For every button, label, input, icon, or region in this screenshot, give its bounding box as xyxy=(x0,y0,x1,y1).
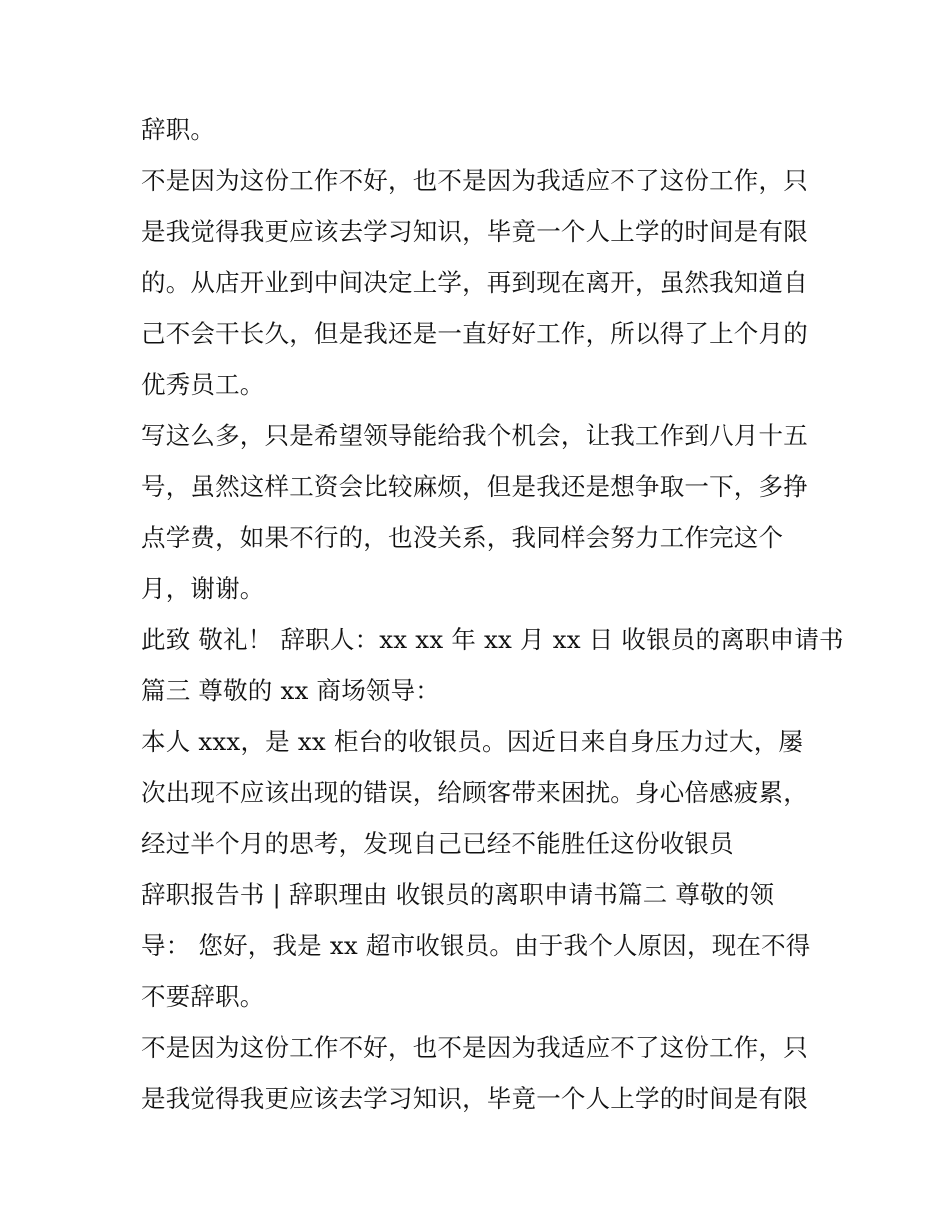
text-line: 己不会干长久，但是我还是一直好好工作，所以得了上个月的 xyxy=(141,319,808,348)
text-line: 优秀员工。 xyxy=(141,370,265,399)
text-line: 导： 您好，我是 xx 超市收银员。由于我个人原因，现在不得 xyxy=(141,931,811,960)
text-line: 写这么多，只是希望领导能给我个机会，让我工作到八月十五 xyxy=(141,421,808,450)
document-body xyxy=(141,108,844,1128)
text-line: 篇三 尊敬的 xx 商场领导： xyxy=(141,676,440,705)
text-line: 号，虽然这样工资会比较麻烦，但是我还是想争取一下，多挣 xyxy=(141,472,808,501)
text-line: 本人 xxx，是 xx 柜台的收银员。因近日来自身压力过大，屡 xyxy=(141,727,804,756)
text-line: 此致 敬礼！ 辞职人：xx xx 年 xx 月 xx 日 收银员的离职申请书 xyxy=(141,625,844,654)
text-line: 点学费，如果不行的，也没关系，我同样会努力工作完这个 xyxy=(141,523,784,552)
text-line: 次出现不应该出现的错误，给顾客带来困扰。身心倍感疲累， xyxy=(141,778,808,807)
text-line: 辞职报告书 | 辞职理由 收银员的离职申请书篇二 尊敬的领 xyxy=(141,880,775,909)
text-line: 不是因为这份工作不好，也不是因为我适应不了这份工作，只 xyxy=(141,1033,808,1062)
text-line: 辞职。 xyxy=(141,115,216,144)
text-line: 是我觉得我更应该去学习知识，毕竟一个人上学的时间是有限 xyxy=(141,217,808,246)
text-line: 月，谢谢。 xyxy=(141,574,265,603)
text-line: 经过半个月的思考，发现自己已经不能胜任这份收银员 xyxy=(141,829,734,858)
text-line: 是我觉得我更应该去学习知识，毕竟一个人上学的时间是有限 xyxy=(141,1084,808,1113)
text-line: 不是因为这份工作不好，也不是因为我适应不了这份工作，只 xyxy=(141,166,808,195)
text-line: 的。从店开业到中间决定上学，再到现在离开，虽然我知道自 xyxy=(141,268,808,297)
text-line: 不要辞职。 xyxy=(141,982,265,1011)
